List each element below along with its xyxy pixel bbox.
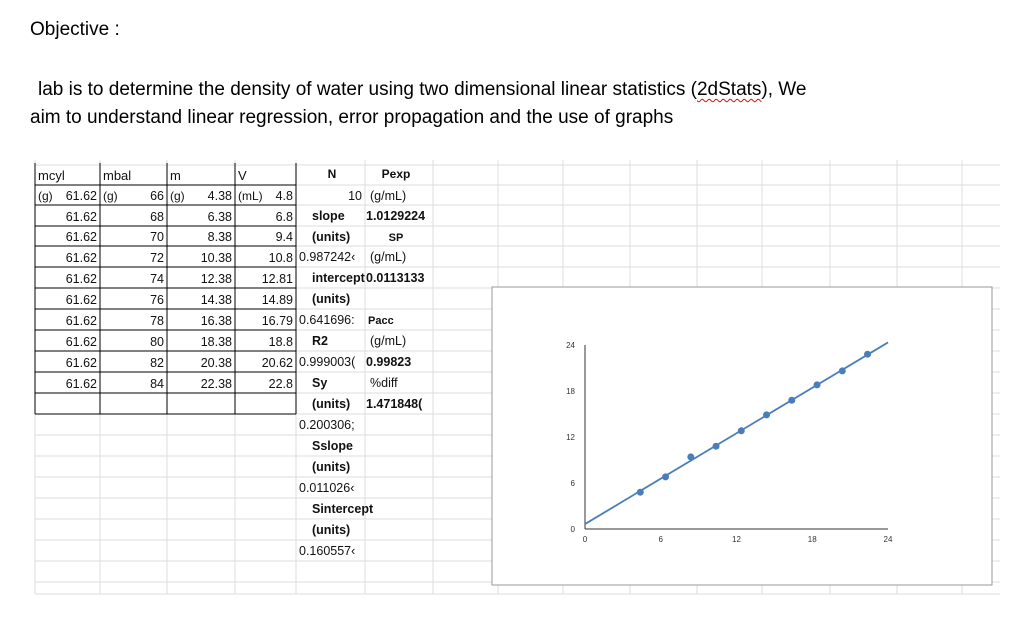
table-cell: 61.62 <box>65 251 97 265</box>
stat-cell: 0.0113133 <box>366 271 425 285</box>
stat-cell: intercept <box>312 271 365 285</box>
stat-cell: slope <box>312 209 345 223</box>
data-point <box>814 381 821 388</box>
stat-cell: (units) <box>312 230 351 244</box>
stat-cell: 1.0129224 <box>366 209 426 223</box>
table-cell: 61.62 <box>65 230 97 244</box>
column-header: mbal <box>103 168 132 183</box>
table-cell: 61.62 <box>65 356 97 370</box>
column-header: m <box>170 168 181 183</box>
column-header: V <box>238 168 247 183</box>
table-cell: 78 <box>150 314 164 328</box>
x-tick-label: 18 <box>807 535 817 544</box>
x-tick-label: 0 <box>582 535 588 544</box>
x-tick-label: 12 <box>732 535 741 544</box>
table-cell: 16.79 <box>261 314 293 328</box>
stat-cell: 0.011026‹ <box>299 481 355 495</box>
table-cell: 76 <box>150 293 164 307</box>
table-cell: 68 <box>150 210 164 224</box>
table-cell: 14.38 <box>200 293 232 307</box>
stat-cell: 0.641696: <box>299 313 355 327</box>
stat-cell: 1.471848( <box>366 397 423 411</box>
stat-cell: 0.999003( <box>299 355 356 369</box>
data-point <box>763 411 770 418</box>
stat-cell: Sintercept <box>312 502 374 516</box>
x-tick-label: 6 <box>658 535 663 544</box>
column-unit: (mL) <box>238 189 263 203</box>
data-point <box>687 453 694 460</box>
stat-cell: 10 <box>348 189 362 203</box>
table-cell: 10.38 <box>200 251 232 265</box>
table-cell: 16.38 <box>200 314 232 328</box>
table-cell: 61.62 <box>65 335 97 349</box>
stat-cell: SP <box>388 232 404 244</box>
y-tick-label: 6 <box>570 479 575 488</box>
y-tick-label: 12 <box>566 433 575 442</box>
data-point <box>637 489 644 496</box>
data-point <box>662 473 669 480</box>
table-cell: 82 <box>150 356 164 370</box>
stat-cell: (g/mL) <box>370 334 407 348</box>
stat-cell: Pacc <box>368 315 394 327</box>
stat-cell: (units) <box>312 397 351 411</box>
table-cell: 12.81 <box>261 272 293 286</box>
stat-cell: %diff <box>370 376 398 390</box>
table-cell: 18.8 <box>268 335 293 349</box>
table-cell: 70 <box>150 230 164 244</box>
table-cell: 12.38 <box>200 272 232 286</box>
stat-cell: (g/mL) <box>370 250 407 264</box>
table-cell: 61.62 <box>65 210 97 224</box>
data-point <box>839 367 846 374</box>
table-cell: 9.4 <box>275 230 293 244</box>
table-cell: 20.62 <box>261 356 293 370</box>
table-cell: 6.8 <box>275 210 293 224</box>
table-cell: 8.38 <box>207 230 232 244</box>
table-cell: 14.89 <box>261 293 293 307</box>
table-cell: 6.38 <box>207 210 232 224</box>
stat-cell: Pexp <box>381 167 411 181</box>
stat-cell: Sy <box>312 376 328 390</box>
table-cell: 61.62 <box>65 314 97 328</box>
data-point <box>713 443 720 450</box>
stat-cell: 0.99823 <box>366 355 412 369</box>
table-cell: 20.38 <box>200 356 232 370</box>
stat-cell: N <box>327 167 337 181</box>
x-tick-label: 24 <box>883 535 893 544</box>
table-cell: 4.38 <box>207 189 232 203</box>
table-cell: 22.8 <box>268 377 293 391</box>
column-unit: (g) <box>103 189 118 203</box>
table-cell: 61.62 <box>65 189 97 203</box>
y-tick-label: 24 <box>566 341 575 350</box>
table-cell: 84 <box>150 377 164 391</box>
stat-cell: Sslope <box>312 439 353 453</box>
stat-cell: (units) <box>312 292 351 306</box>
table-cell: 10.8 <box>268 251 293 265</box>
stat-cell: 0.987242‹ <box>299 250 356 264</box>
table-cell: 22.38 <box>200 377 232 391</box>
table-cell: 18.38 <box>200 335 232 349</box>
column-unit: (g) <box>38 189 53 203</box>
objective-line2: aim to understand linear regression, error propagation and the use of graphs <box>30 107 674 128</box>
data-point <box>864 351 871 358</box>
table-cell: 61.62 <box>65 293 97 307</box>
data-point <box>788 397 795 404</box>
column-header: mcyl <box>38 168 65 183</box>
table-cell: 66 <box>150 189 164 203</box>
column-unit: (g) <box>170 189 185 203</box>
objective-line1-start: lab is to determine the density of water using two dimensional linear statistics ( <box>38 79 697 100</box>
table-cell: 4.8 <box>275 189 293 203</box>
stat-cell: 0.200306; <box>299 418 355 432</box>
data-point <box>738 427 745 434</box>
table-cell: 61.62 <box>65 272 97 286</box>
stat-cell: R2 <box>312 334 328 348</box>
objective-line1-end: ), We <box>761 79 807 100</box>
table-cell: 72 <box>150 251 164 265</box>
table-cell: 80 <box>150 335 164 349</box>
table-cell: 61.62 <box>65 377 97 391</box>
spellcheck-word: 2dStats <box>696 79 762 100</box>
stat-cell: (g/mL) <box>370 189 407 203</box>
y-tick-label: 18 <box>566 387 575 396</box>
stat-cell: (units) <box>312 523 351 537</box>
stat-cell: (units) <box>312 460 351 474</box>
table-cell: 74 <box>150 272 164 286</box>
stat-cell: 0.160557‹ <box>299 544 356 558</box>
y-tick-label: 0 <box>570 525 575 534</box>
page-heading: Objective : <box>30 19 120 40</box>
